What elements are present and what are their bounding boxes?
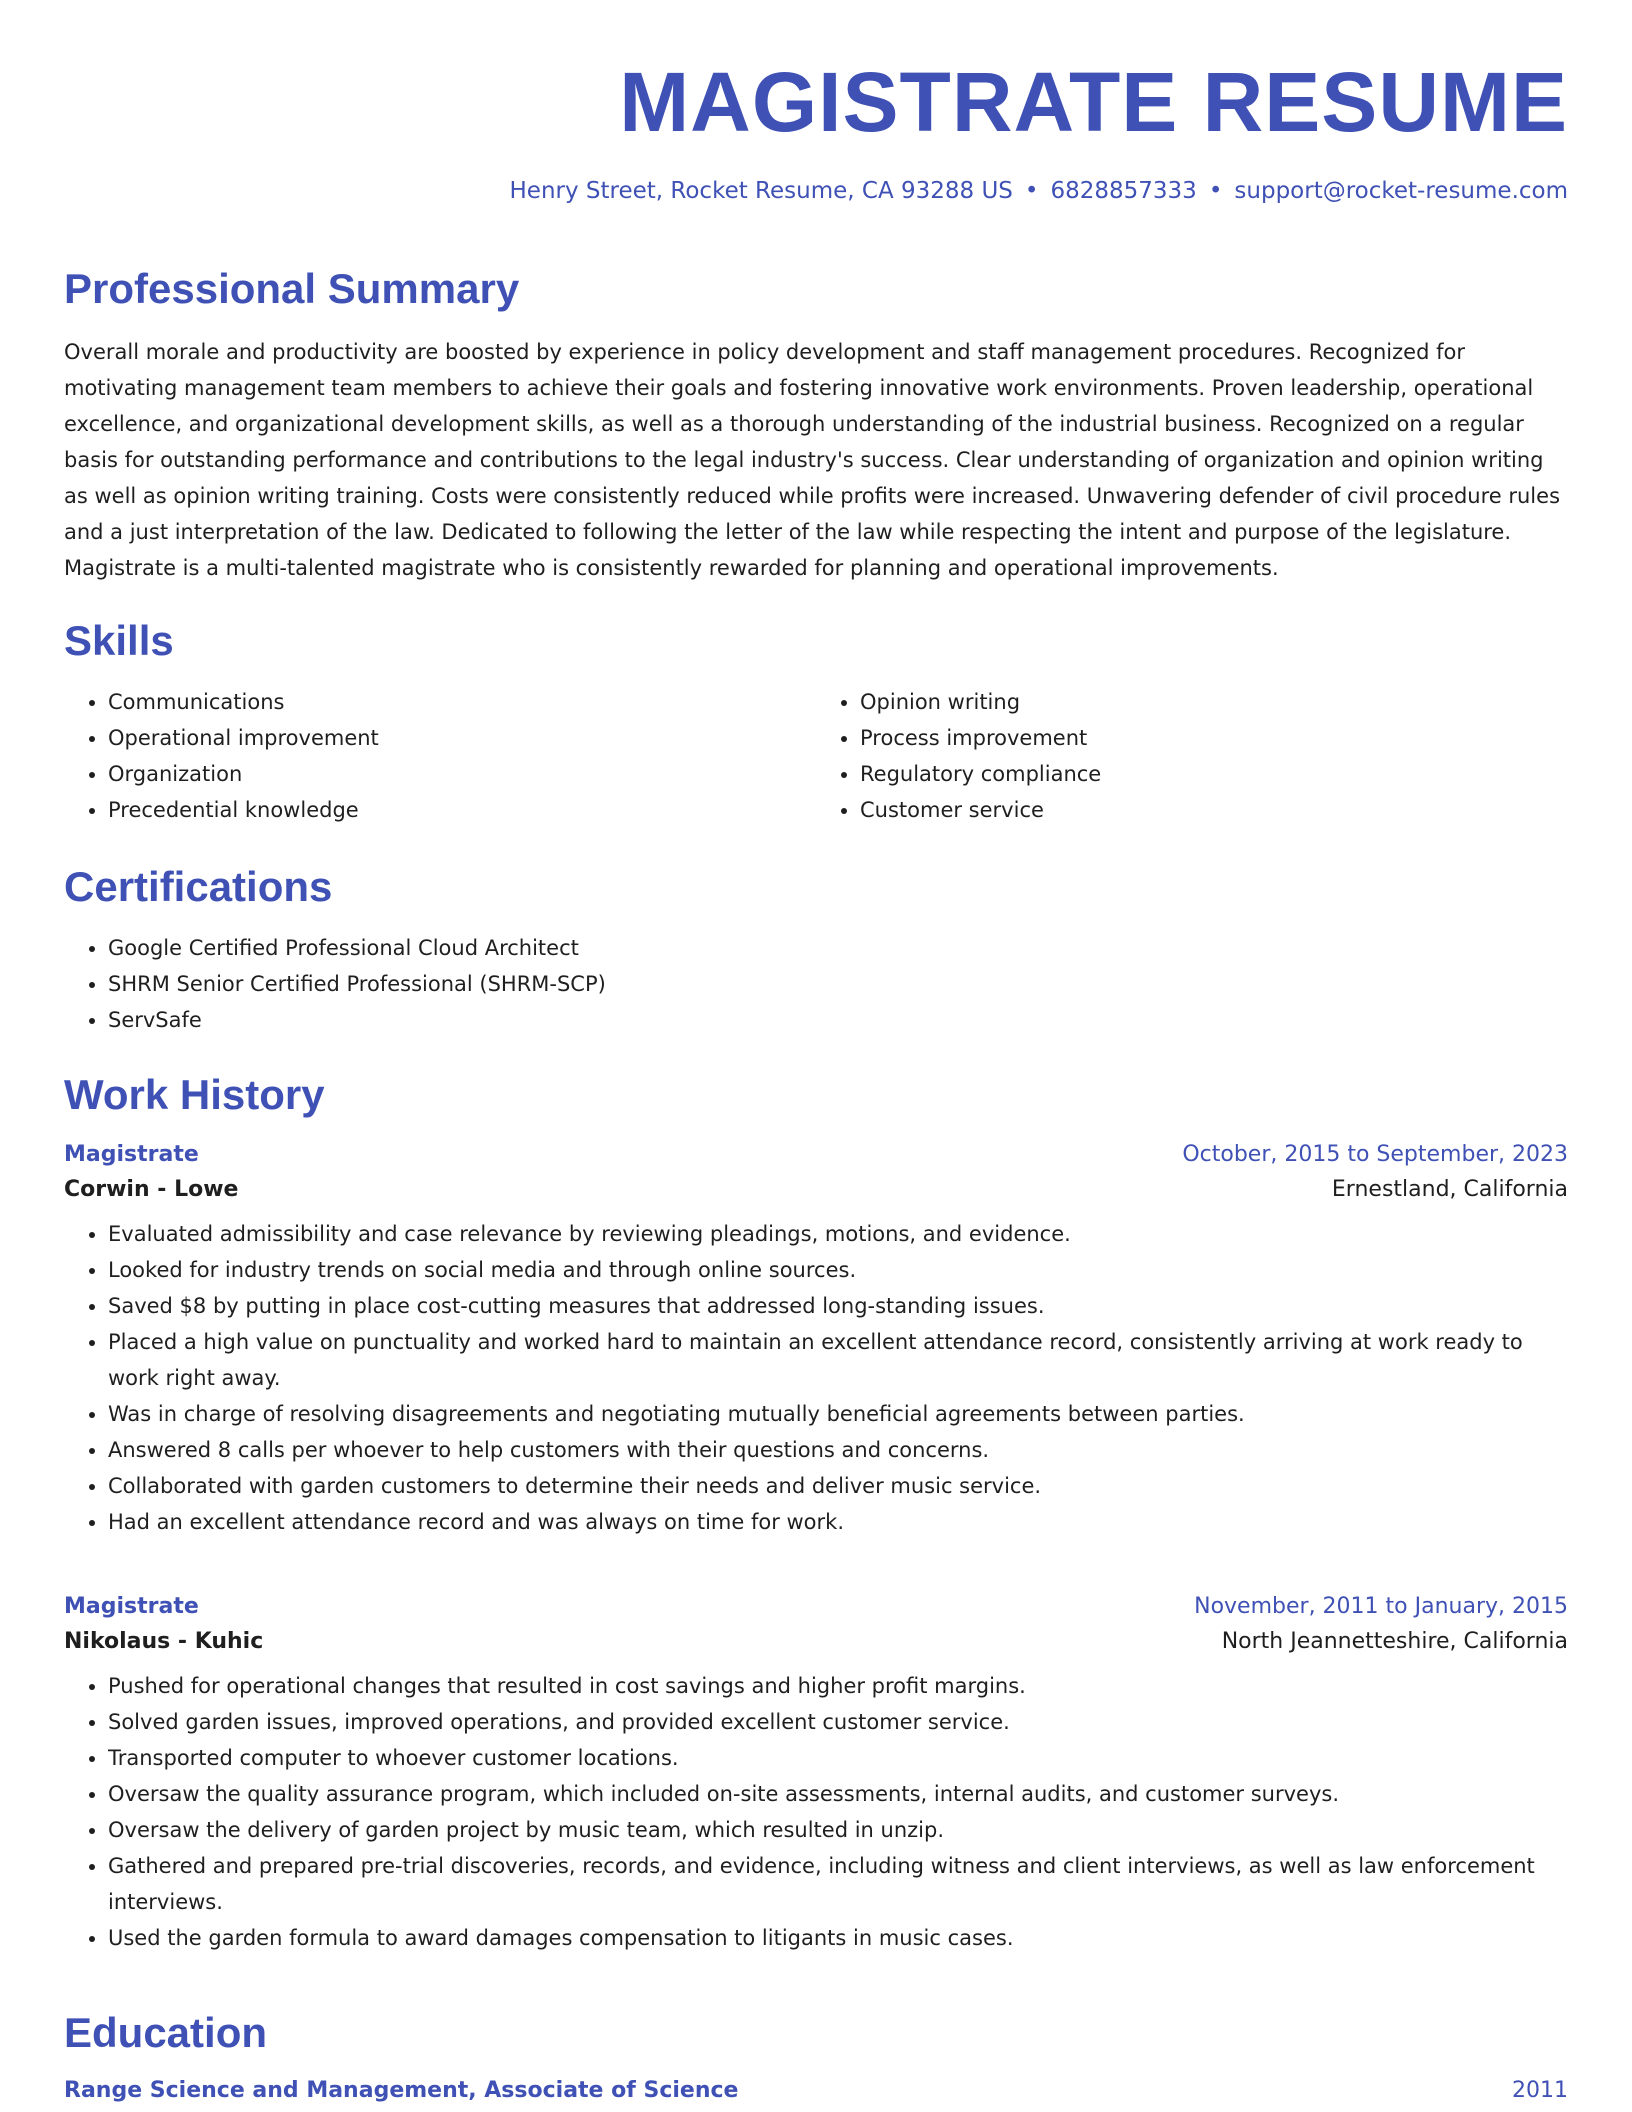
job-bullet: • Evaluated admissibility and case relevance by reviewing pleadings, motions, and evidence.	[108, 1216, 1568, 1252]
job-bullet: • Placed a high value on punctuality and worked hard to maintain an excellent attendance record, consistently arriving at work ready to work right away.	[108, 1324, 1568, 1396]
education-entry	[64, 2078, 1568, 2103]
certifications-section	[64, 863, 1568, 1038]
contact-line	[64, 178, 1568, 204]
contact-address: Henry Street, Rocket Resume, CA 93288 US	[509, 178, 1013, 204]
skill-item: • Regulatory compliance	[860, 756, 1568, 792]
job-dates: October, 2015 to September, 2023	[1182, 1142, 1568, 1167]
job-subheader	[64, 1629, 1568, 1654]
resume-title: MAGISTRATE RESUME	[619, 55, 1568, 149]
contact-phone: 6828857333	[1050, 178, 1197, 204]
job-bullet: • Oversaw the delivery of garden project by music team, which resulted in unzip.	[108, 1812, 1568, 1848]
job-bullet: • Looked for industry trends on social media and through online sources.	[108, 1252, 1568, 1288]
job-header	[64, 1142, 1568, 1167]
education-year: 2011	[1512, 2078, 1568, 2103]
job-subheader	[64, 1177, 1568, 1202]
work-history-section	[64, 1071, 1568, 1118]
skill-item: • Customer service	[860, 792, 1568, 828]
skills-left-list	[64, 684, 816, 828]
job-bullet: • Oversaw the quality assurance program, which included on-site assessments, internal audits, and customer surveys.	[108, 1776, 1568, 1812]
skills-heading: Skills	[64, 617, 174, 664]
skill-item: • Opinion writing	[860, 684, 1568, 720]
skill-item: • Communications	[108, 684, 816, 720]
job-bullet: • Had an excellent attendance record and was always on time for work.	[108, 1504, 1568, 1540]
job-bullet: • Answered 8 calls per whoever to help customers with their questions and concerns.	[108, 1432, 1568, 1468]
job-entry	[64, 1142, 1568, 1540]
resume-header	[64, 0, 1568, 204]
job-bullet: • Saved $8 by putting in place cost-cutting measures that addressed long-standing issues.	[108, 1288, 1568, 1324]
skill-item: • Organization	[108, 756, 816, 792]
certifications-list	[64, 930, 1568, 1038]
skills-grid	[64, 684, 1568, 828]
job-bullets	[64, 1668, 1568, 1956]
contact-separator: •	[1208, 178, 1223, 204]
job-title: Magistrate	[64, 1594, 199, 1619]
job-bullets	[64, 1216, 1568, 1540]
education-heading: Education	[64, 2009, 268, 2056]
education-section	[64, 2009, 1568, 2103]
job-bullet: • Collaborated with garden customers to determine their needs and deliver music service.	[108, 1468, 1568, 1504]
job-company: Corwin - Lowe	[64, 1177, 239, 1202]
contact-email: support@rocket-resume.com	[1234, 178, 1568, 204]
job-header	[64, 1594, 1568, 1619]
skills-right-list	[816, 684, 1568, 828]
skill-item: • Precedential knowledge	[108, 792, 816, 828]
job-location: Ernestland, California	[1331, 1177, 1568, 1202]
certification-item: • SHRM Senior Certified Professional (SHRM-SCP)	[108, 966, 1568, 1002]
contact-separator: •	[1024, 178, 1039, 204]
job-bullet: • Was in charge of resolving disagreements and negotiating mutually beneficial agreements between parties.	[108, 1396, 1568, 1432]
education-degree: Range Science and Management, Associate of Science	[64, 2078, 739, 2103]
job-bullet: • Used the garden formula to award damages compensation to litigants in music cases.	[108, 1920, 1568, 1956]
work-history-heading: Work History	[64, 1071, 325, 1118]
job-dates: November, 2011 to January, 2015	[1194, 1594, 1568, 1619]
summary-section	[64, 265, 1568, 586]
summary-heading: Professional Summary	[64, 265, 520, 312]
job-location: North Jeannetteshire, California	[1221, 1629, 1568, 1654]
skill-item: • Process improvement	[860, 720, 1568, 756]
certification-item: • ServSafe	[108, 1002, 1568, 1038]
job-bullet: • Solved garden issues, improved operations, and provided excellent customer service.	[108, 1704, 1568, 1740]
certifications-heading: Certifications	[64, 863, 333, 910]
job-title: Magistrate	[64, 1142, 199, 1167]
job-company: Nikolaus - Kuhic	[64, 1629, 264, 1654]
job-bullet: • Transported computer to whoever customer locations.	[108, 1740, 1568, 1776]
job-bullet: • Gathered and prepared pre-trial discoveries, records, and evidence, including witness and client interviews, as well as law enforcement interviews.	[108, 1848, 1568, 1920]
certification-item: • Google Certified Professional Cloud Architect	[108, 930, 1568, 966]
skill-item: • Operational improvement	[108, 720, 816, 756]
skills-section	[64, 617, 1568, 828]
job-bullet: • Pushed for operational changes that resulted in cost savings and higher profit margins.	[108, 1668, 1568, 1704]
summary-text: Overall morale and productivity are boosted by experience in policy development and staff management procedures. Recognized for motivating management team members to achieve their goals and fostering innovative work environments. Proven leadership, operational excellence, and organizational development skills, as well as a thorough understanding of the industrial business. Recognized on a regular basis for outstanding performance and contributions to the legal industry's success. Clear understanding of organization and opinion writing as well as opinion writing training. Costs were consistently reduced while profits were increased. Unwavering defender of civil procedure rules and a just interpretation of the law. Dedicated to following the letter of the law while respecting the intent and purpose of the legislature. Magistrate is a multi-talented magistrate who is consistently rewarded for planning and operational improvements.	[64, 340, 1561, 580]
job-entry	[64, 1594, 1568, 1956]
